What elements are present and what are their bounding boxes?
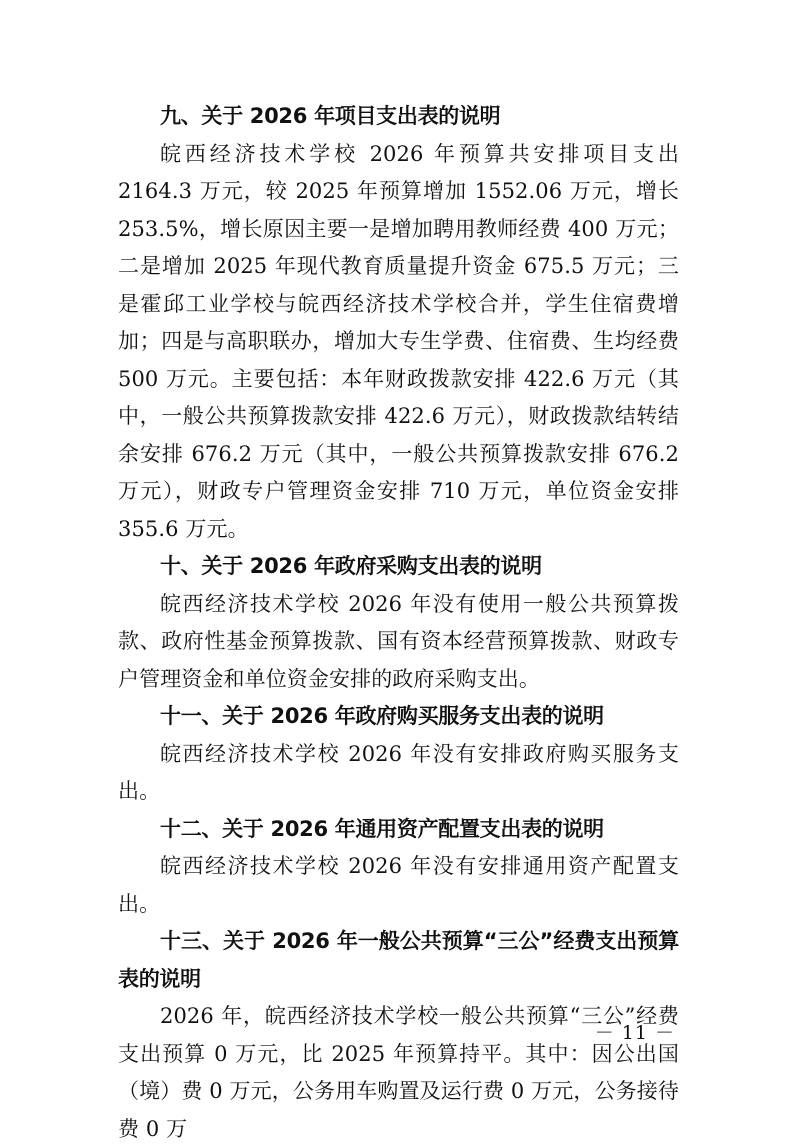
section-body-13: 2026 年，皖西经济技术学校一般公共预算“三公”经费支出预算 0 万元，比 2025 年预算持平。其中：因公出国（境）费 0 万元，公务用车购置及运行费 0 万元，公务接待费 0 万 — [118, 1004, 679, 1141]
section-heading-11: 十一、关于 2026 年政府购买服务支出表的说明 — [160, 704, 604, 728]
section-body-12: 皖西经济技术学校 2026 年没有安排通用资产配置支出。 — [118, 854, 679, 916]
section-heading-10: 十、关于 2026 年政府采购支出表的说明 — [160, 554, 542, 578]
section-body-10: 皖西经济技术学校 2026 年没有使用一般公共预算拨款、政府性基金预算拨款、国有资本经营预算拨款、财政专户管理资金和单位资金安排的政府采购支出。 — [118, 591, 679, 691]
section-heading-12: 十二、关于 2026 年通用资产配置支出表的说明 — [160, 816, 604, 841]
section-heading-9: 九、关于 2026 年项目支出表的说明 — [160, 104, 501, 128]
document-page — [118, 98, 679, 1148]
section-body-11: 皖西经济技术学校 2026 年没有安排政府购买服务支出。 — [118, 741, 679, 803]
page-number: － 11 － — [594, 1022, 675, 1044]
section-heading-13: 十三、关于 2026 年一般公共预算“三公”经费支出预算表的说明 — [118, 929, 679, 991]
section-body-9: 皖西经济技术学校 2026 年预算共安排项目支出 2164.3 万元，较 2025 年预算增加 1552.06 万元，增长 253.5%，增长原因主要一是增加聘用教师经费 400 万元；二是增加 2025 年现代教育质量提升资金 675.5 万元；三是霍邱工业学校与皖西经济技术学校合并，学生住宿费增加；四是与高职联办，增加大专生学费、住宿费、生均经费 500 万元。主要包括：本年财政拨款安排 422.6 万元（其中，一般公共预算拨款安排 422.6 万元），财政拨款结转结余安排 676.2 万元（其中，一般公共预算拨款安排 676.2 万元），财政专户管理资金安排 710 万元，单位资金安排 355.6 万元。 — [118, 141, 679, 541]
